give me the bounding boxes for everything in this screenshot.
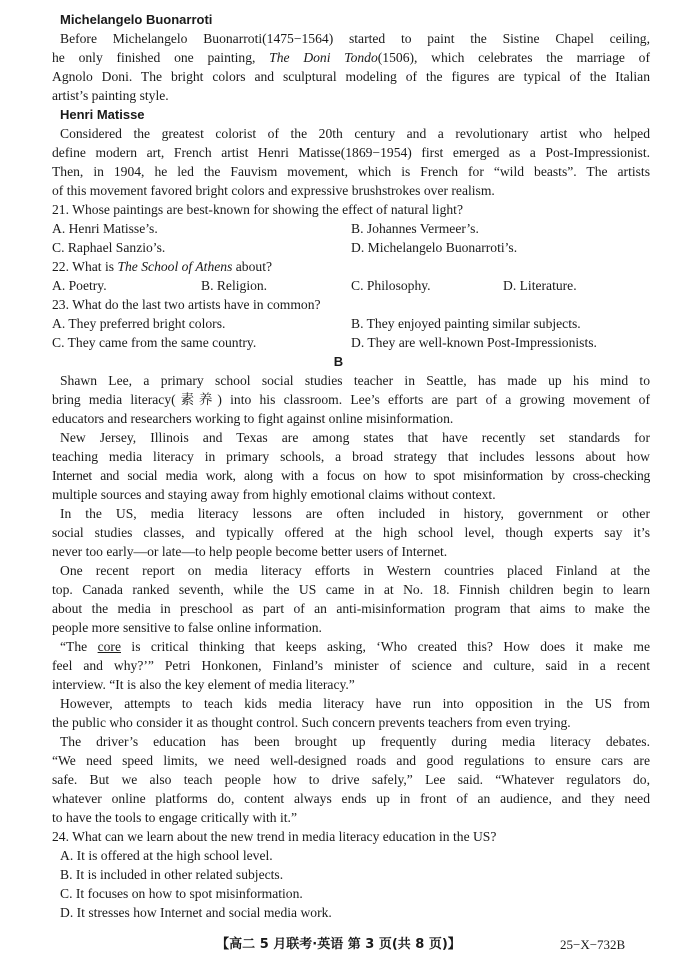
paragraph-line: safe. But we also teach people how to drive safely,” Lee said. “Whatever regulators do,	[52, 772, 650, 787]
paragraph-line: New Jersey, Illinois and Texas are among states that have recently set standards for	[60, 430, 650, 445]
paragraph-line: In the US, media literacy lessons are often included in history, government or other	[60, 506, 650, 521]
underlined-word-core: core	[97, 639, 121, 654]
q24-option-a: A. It is offered at the high school level.	[60, 848, 273, 863]
paragraph-line: Before Michelangelo Buonarroti(1475−1564) started to paint the Sistine Chapel ceiling,	[60, 31, 650, 46]
painting-title: The School of Athens	[117, 259, 233, 274]
paragraph-line: feel and why?’” Petri Honkonen, Finland’s minister of science and culture, said in a recent	[52, 658, 650, 673]
paragraph-line: educators and researchers working to fight against online misinformation.	[52, 411, 454, 426]
question-21-stem: 21. Whose paintings are best-known for showing the effect of natural light?	[52, 202, 463, 217]
paragraph-line: teaching media literacy in primary schools, a broad strategy that includes lessons about how	[52, 449, 650, 464]
paragraph-line: about the media in preschool as part of an anti-misinformation program that aims to make the	[52, 601, 650, 616]
paragraph-line: of this movement favored bright colors and expressive brushstrokes over realism.	[52, 183, 495, 198]
paragraph-line: Considered the greatest colorist of the 20th century and a revolutionary artist who helped	[60, 126, 650, 141]
q21-option-b: B. Johannes Vermeer’s.	[351, 221, 479, 236]
paragraph-line: to have the tools to engage critically with it.”	[52, 810, 297, 825]
paragraph-line: top. Canada ranked seventh, while the US came in at No. 18. Finnish children begin to learn	[52, 582, 650, 597]
q23-option-a: A. They preferred bright colors.	[52, 316, 226, 331]
paragraph-line: the public who consider it as thought control. Such concern prevents teachers from even trying.	[52, 715, 571, 730]
paragraph-line: bring media literacy(素养) into his classroom. Lee’s efforts are part of a growing movement of	[52, 392, 650, 407]
q21-option-c: C. Raphael Sanzio’s.	[52, 240, 166, 255]
paragraph-line: interview. “It is also the key element of media literacy.”	[52, 677, 355, 692]
heading-michelangelo: Michelangelo Buonarroti	[60, 12, 213, 27]
paragraph-line: “We need speed limits, we need well-designed roads and good regulations to ensure cars are	[52, 753, 650, 768]
heading-matisse: Henri Matisse	[60, 107, 145, 122]
q22-option-b: B. Religion.	[201, 278, 268, 293]
section-b-label: B	[333, 354, 344, 369]
paragraph-line: never too early—or late—to help people become better users of Internet.	[52, 544, 448, 559]
paragraph-line: Shawn Lee, a primary school social studies teacher in Seattle, has made up his mind to	[60, 373, 650, 388]
paragraph-line: he only finished one painting, The Doni Tondo(1506), which celebrates the marriage of	[52, 50, 651, 65]
question-22-stem: 22. What is The School of Athens about?	[52, 259, 273, 274]
q22-option-a: A. Poetry.	[52, 278, 107, 293]
paragraph-line: Then, in 1904, he led the Fauvism movement, which is French for “wild beasts”. The artists	[52, 164, 650, 179]
q24-option-b: B. It is included in other related subjects.	[60, 867, 284, 882]
page-footer: 【高二 5 月联考·英语 第 3 页(共 8 页)】	[216, 937, 461, 952]
q23-option-d: D. They are well-known Post-Impressionists.	[351, 335, 597, 350]
paragraph-line: However, attempts to teach kids media literacy have run into opposition in the US from	[60, 696, 650, 711]
question-24-stem: 24. What can we learn about the new trend in media literacy education in the US?	[52, 829, 497, 844]
paragraph-line: people more sensitive to false online information.	[52, 620, 322, 635]
q23-option-c: C. They came from the same country.	[52, 335, 257, 350]
q21-option-a: A. Henri Matisse’s.	[52, 221, 158, 236]
paragraph-line: artist’s painting style.	[52, 88, 169, 103]
q21-option-d: D. Michelangelo Buonarroti’s.	[351, 240, 518, 255]
q22-option-d: D. Literature.	[503, 278, 577, 293]
paragraph-line: whatever online platforms do, content always ends up in front of an audience, and they need	[52, 791, 650, 806]
paragraph-line: define modern art, French artist Henri Matisse(1869−1954) first emerged as a Post-Impressionist.	[52, 145, 650, 160]
paragraph-line: social studies classes, and typically offered at the high school level, though experts say it’s	[52, 525, 650, 540]
paragraph-line: Agnolo Doni. The bright colors and sculptural modeling of the figures are typical of the Italian	[52, 69, 650, 84]
question-23-stem: 23. What do the last two artists have in common?	[52, 297, 321, 312]
paragraph-line: One recent report on media literacy efforts in Western countries placed Finland at the	[60, 563, 650, 578]
paragraph-line: The driver’s education has been brought up frequently during media literacy debates.	[60, 734, 650, 749]
painting-title: The Doni Tondo	[269, 50, 378, 65]
paragraph-line: multiple sources and staying away from highly emotional claims without context.	[52, 487, 496, 502]
paragraph-line: “The core is critical thinking that keeps asking, ‘Who created this? How does it make me	[60, 639, 650, 654]
q22-option-c: C. Philosophy.	[351, 278, 431, 293]
exam-code: 25−X−732B	[560, 937, 626, 952]
q23-option-b: B. They enjoyed painting similar subjects.	[351, 316, 581, 331]
paragraph-line: Internet and social media work, along with a focus on how to spot misinformation by cross-checking	[52, 468, 650, 483]
q24-option-c: C. It focuses on how to spot misinformation.	[60, 886, 303, 901]
q24-option-d: D. It stresses how Internet and social media work.	[60, 905, 332, 920]
